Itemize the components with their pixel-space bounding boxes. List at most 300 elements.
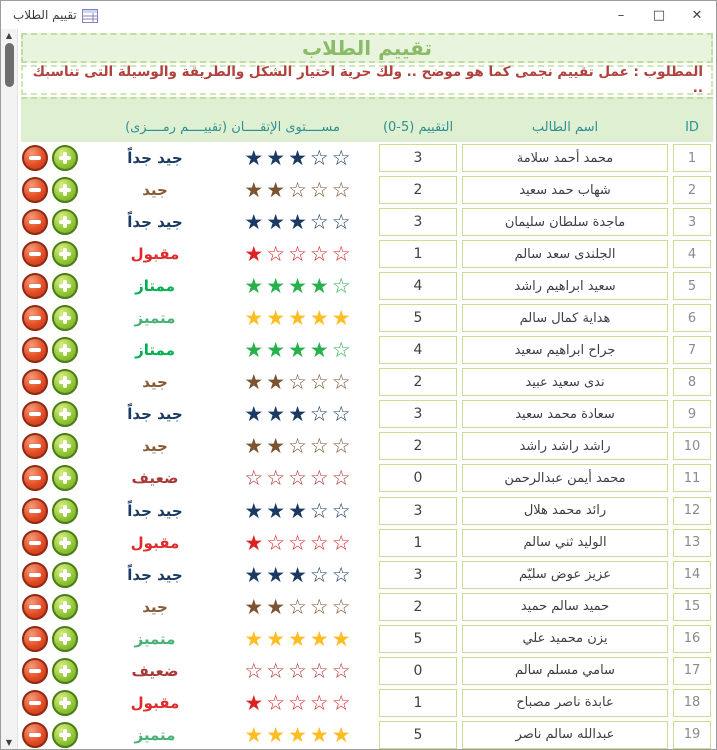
student-name-field[interactable] bbox=[462, 304, 668, 332]
increase-rating-button[interactable] bbox=[52, 369, 78, 395]
star-filled-icon: ★ bbox=[244, 530, 267, 555]
grade-label: جيد جداً bbox=[127, 149, 183, 168]
star-empty-icon: ☆ bbox=[309, 146, 332, 171]
decrease-rating-button[interactable] bbox=[22, 594, 48, 620]
decrease-rating-button[interactable] bbox=[22, 658, 48, 684]
rating-buttons bbox=[22, 433, 86, 459]
rating-buttons bbox=[22, 530, 86, 556]
column-headers bbox=[21, 97, 713, 142]
table-row bbox=[21, 334, 713, 366]
id-cell bbox=[673, 625, 711, 653]
increase-rating-button[interactable] bbox=[52, 594, 78, 620]
star-filled-icon: ★ bbox=[266, 178, 289, 203]
star-empty-icon: ☆ bbox=[309, 530, 332, 555]
grade-label: ممتاز bbox=[135, 341, 175, 360]
star-filled-icon: ★ bbox=[331, 722, 354, 747]
decrease-rating-button[interactable] bbox=[22, 690, 48, 716]
id-cell bbox=[673, 144, 711, 172]
star-empty-icon: ☆ bbox=[288, 370, 310, 395]
student-name: سعيد ابراهيم راشد bbox=[514, 278, 616, 294]
rating-field[interactable] bbox=[379, 657, 457, 685]
student-name-field[interactable] bbox=[462, 497, 668, 525]
star-empty-icon: ☆ bbox=[266, 658, 289, 683]
star-rating bbox=[224, 561, 374, 589]
id-value: 8 bbox=[687, 374, 697, 390]
decrease-rating-button[interactable] bbox=[22, 722, 48, 748]
increase-rating-button[interactable] bbox=[52, 241, 78, 267]
star-empty-icon: ☆ bbox=[309, 690, 332, 715]
star-filled-icon: ★ bbox=[244, 306, 267, 331]
rating-value: 4 bbox=[413, 342, 423, 359]
star-filled-icon: ★ bbox=[331, 306, 354, 331]
star-filled-icon: ★ bbox=[244, 402, 267, 427]
increase-rating-button[interactable] bbox=[52, 626, 78, 652]
grade-label: متميز bbox=[134, 725, 176, 744]
rating-value: 1 bbox=[413, 694, 423, 711]
star-filled-icon: ★ bbox=[244, 274, 267, 299]
grade-label: جيد جداً bbox=[127, 565, 183, 584]
table-row bbox=[21, 655, 713, 687]
student-name-field[interactable] bbox=[462, 240, 668, 268]
rating-value: 2 bbox=[413, 598, 423, 615]
id-cell bbox=[673, 657, 711, 685]
id-cell bbox=[673, 304, 711, 332]
id-value: 19 bbox=[683, 727, 701, 743]
rating-value: 5 bbox=[413, 630, 423, 647]
column-header-id: ID bbox=[685, 120, 699, 135]
column-header-rating: التقييم (5-0) bbox=[382, 120, 454, 135]
star-filled-icon: ★ bbox=[288, 338, 310, 363]
table-row bbox=[21, 559, 713, 591]
rating-value: 5 bbox=[413, 726, 423, 743]
rating-field[interactable] bbox=[379, 368, 457, 396]
student-name-field[interactable] bbox=[462, 144, 668, 172]
rating-buttons bbox=[22, 177, 86, 203]
rating-value: 0 bbox=[413, 470, 423, 487]
star-filled-icon: ★ bbox=[244, 626, 267, 651]
decrease-rating-button[interactable] bbox=[22, 337, 48, 363]
star-empty-icon: ☆ bbox=[309, 466, 332, 491]
rating-field[interactable] bbox=[379, 272, 457, 300]
scroll-up-icon[interactable]: ▲ bbox=[5, 31, 13, 40]
student-name: حميد سالم حميد bbox=[520, 599, 610, 615]
student-name-field[interactable] bbox=[462, 593, 668, 621]
star-empty-icon: ☆ bbox=[309, 658, 332, 683]
star-empty-icon: ☆ bbox=[331, 434, 354, 459]
star-filled-icon: ★ bbox=[288, 498, 310, 523]
star-rating bbox=[224, 368, 374, 396]
rating-field[interactable] bbox=[379, 464, 457, 492]
student-name: رائد محمد هلال bbox=[523, 503, 607, 519]
student-name: يزن محميد علي bbox=[522, 631, 608, 647]
increase-rating-button[interactable] bbox=[52, 530, 78, 556]
increase-rating-button[interactable] bbox=[52, 177, 78, 203]
star-empty-icon: ☆ bbox=[309, 498, 332, 523]
form-icon bbox=[82, 8, 98, 22]
rating-field[interactable] bbox=[379, 721, 457, 749]
id-cell bbox=[673, 336, 711, 364]
student-name-field[interactable] bbox=[462, 368, 668, 396]
star-empty-icon: ☆ bbox=[331, 402, 354, 427]
decrease-rating-button[interactable] bbox=[22, 145, 48, 171]
grade-label: جيد bbox=[142, 373, 168, 392]
id-value: 3 bbox=[687, 214, 697, 230]
increase-rating-button[interactable] bbox=[52, 145, 78, 171]
student-name: شهاب حمد سعيد bbox=[519, 182, 611, 198]
id-cell bbox=[673, 497, 711, 525]
rating-buttons bbox=[22, 369, 86, 395]
rating-field[interactable] bbox=[379, 176, 457, 204]
decrease-rating-button[interactable] bbox=[22, 305, 48, 331]
rating-value: 3 bbox=[413, 150, 423, 167]
star-empty-icon: ☆ bbox=[331, 338, 354, 363]
rating-value: 4 bbox=[413, 278, 423, 295]
star-filled-icon: ★ bbox=[244, 370, 267, 395]
star-rating bbox=[224, 272, 374, 300]
star-empty-icon: ☆ bbox=[331, 178, 354, 203]
star-filled-icon: ★ bbox=[266, 338, 289, 363]
table-row bbox=[21, 462, 713, 494]
star-filled-icon: ★ bbox=[266, 594, 289, 619]
id-cell bbox=[673, 529, 711, 557]
student-name: الجلندى سعد سالم bbox=[514, 246, 616, 262]
rating-value: 3 bbox=[413, 214, 423, 231]
star-empty-icon: ☆ bbox=[288, 434, 310, 459]
grade-label: ممتاز bbox=[135, 277, 175, 296]
grade-label: جيد bbox=[142, 181, 168, 200]
id-cell bbox=[673, 272, 711, 300]
star-empty-icon: ☆ bbox=[244, 658, 267, 683]
student-name-field[interactable] bbox=[462, 400, 668, 428]
rating-buttons bbox=[22, 722, 86, 748]
id-value: 6 bbox=[687, 310, 697, 326]
student-name: ندى سعيد عبيد bbox=[525, 374, 605, 390]
decrease-rating-button[interactable] bbox=[22, 209, 48, 235]
star-empty-icon: ☆ bbox=[331, 146, 354, 171]
star-rating bbox=[224, 721, 374, 749]
student-name: راشد راشد راشد bbox=[519, 438, 611, 454]
star-filled-icon: ★ bbox=[266, 402, 289, 427]
star-rating bbox=[224, 240, 374, 268]
grade-label: مقبول bbox=[130, 245, 180, 264]
rating-field[interactable] bbox=[379, 497, 457, 525]
star-filled-icon: ★ bbox=[244, 690, 267, 715]
star-rating bbox=[224, 689, 374, 717]
increase-rating-button[interactable] bbox=[52, 337, 78, 363]
rating-field[interactable] bbox=[379, 336, 457, 364]
grade-label: ضعيف bbox=[131, 661, 179, 680]
increase-rating-button[interactable] bbox=[52, 305, 78, 331]
star-filled-icon: ★ bbox=[266, 274, 289, 299]
rating-buttons bbox=[22, 337, 86, 363]
grade-label: جيد جداً bbox=[127, 501, 183, 520]
decrease-rating-button[interactable] bbox=[22, 626, 48, 652]
star-empty-icon: ☆ bbox=[309, 242, 332, 267]
id-value: 18 bbox=[683, 695, 701, 711]
star-empty-icon: ☆ bbox=[331, 658, 354, 683]
star-filled-icon: ★ bbox=[266, 626, 289, 651]
decrease-rating-button[interactable] bbox=[22, 433, 48, 459]
student-name-field[interactable] bbox=[462, 529, 668, 557]
table-row bbox=[21, 495, 713, 527]
star-empty-icon: ☆ bbox=[309, 594, 332, 619]
id-cell bbox=[673, 593, 711, 621]
id-value: 2 bbox=[687, 182, 697, 198]
star-filled-icon: ★ bbox=[244, 722, 267, 747]
star-empty-icon: ☆ bbox=[331, 466, 354, 491]
rating-value: 2 bbox=[413, 438, 423, 455]
increase-rating-button[interactable] bbox=[52, 658, 78, 684]
student-name: عابدة ناصر مصباح bbox=[516, 695, 614, 711]
decrease-rating-button[interactable] bbox=[22, 465, 48, 491]
star-filled-icon: ★ bbox=[309, 722, 332, 747]
star-empty-icon: ☆ bbox=[331, 690, 354, 715]
student-name-field[interactable] bbox=[462, 721, 668, 749]
star-empty-icon: ☆ bbox=[266, 242, 289, 267]
rating-value: 2 bbox=[413, 182, 423, 199]
student-name: هداية كمال سالم bbox=[519, 310, 611, 326]
rating-value: 5 bbox=[413, 310, 423, 327]
maximize-button[interactable]: □ bbox=[652, 7, 666, 23]
star-filled-icon: ★ bbox=[331, 626, 354, 651]
star-empty-icon: ☆ bbox=[288, 178, 310, 203]
id-value: 12 bbox=[683, 503, 701, 519]
rating-field[interactable] bbox=[379, 561, 457, 589]
id-value: 16 bbox=[683, 631, 701, 647]
star-filled-icon: ★ bbox=[244, 242, 267, 267]
increase-rating-button[interactable] bbox=[52, 562, 78, 588]
minimize-button[interactable]: – bbox=[617, 7, 625, 23]
star-empty-icon: ☆ bbox=[288, 466, 310, 491]
rating-value: 3 bbox=[413, 406, 423, 423]
increase-rating-button[interactable] bbox=[52, 433, 78, 459]
student-name-field[interactable] bbox=[462, 336, 668, 364]
rating-value: 3 bbox=[413, 566, 423, 583]
id-cell bbox=[673, 400, 711, 428]
student-name: الوليد ثني سالم bbox=[523, 535, 607, 551]
table-row bbox=[21, 238, 713, 270]
rating-value: 2 bbox=[413, 374, 423, 391]
star-rating bbox=[224, 144, 374, 172]
star-empty-icon: ☆ bbox=[331, 370, 354, 395]
decrease-rating-button[interactable] bbox=[22, 401, 48, 427]
records-list bbox=[21, 142, 713, 750]
grade-label: مقبول bbox=[130, 693, 180, 712]
grade-label: جيد bbox=[142, 437, 168, 456]
star-rating bbox=[224, 529, 374, 557]
star-empty-icon: ☆ bbox=[288, 530, 310, 555]
column-header-level: مســــتوى الإتقــــان (تقييــــم رمــــزى) bbox=[125, 120, 340, 135]
star-filled-icon: ★ bbox=[288, 562, 310, 587]
id-cell bbox=[673, 721, 711, 749]
id-cell bbox=[673, 208, 711, 236]
rating-field[interactable] bbox=[379, 400, 457, 428]
increase-rating-button[interactable] bbox=[52, 498, 78, 524]
student-name-field[interactable] bbox=[462, 272, 668, 300]
form-content bbox=[18, 29, 716, 749]
id-cell bbox=[673, 464, 711, 492]
star-rating bbox=[224, 497, 374, 525]
star-rating bbox=[224, 593, 374, 621]
table-row bbox=[21, 302, 713, 334]
star-filled-icon: ★ bbox=[266, 498, 289, 523]
student-name-field[interactable] bbox=[462, 208, 668, 236]
student-name: محمد أيمن عبدالرحمن bbox=[504, 470, 626, 486]
star-filled-icon: ★ bbox=[288, 402, 310, 427]
id-value: 7 bbox=[687, 342, 697, 358]
student-name-field[interactable] bbox=[462, 464, 668, 492]
student-name: سامي مسلم سالم bbox=[515, 663, 615, 679]
star-filled-icon: ★ bbox=[288, 274, 310, 299]
star-empty-icon: ☆ bbox=[288, 658, 310, 683]
scroll-down-icon[interactable]: ▼ bbox=[5, 738, 13, 747]
form-header-title: تقييم الطلاب bbox=[21, 33, 713, 63]
star-filled-icon: ★ bbox=[309, 306, 332, 331]
star-empty-icon: ☆ bbox=[309, 370, 332, 395]
id-value: 17 bbox=[683, 663, 701, 679]
star-filled-icon: ★ bbox=[244, 178, 267, 203]
rating-field[interactable] bbox=[379, 144, 457, 172]
increase-rating-button[interactable] bbox=[52, 722, 78, 748]
star-filled-icon: ★ bbox=[244, 594, 267, 619]
id-value: 1 bbox=[687, 150, 697, 166]
rating-buttons bbox=[22, 241, 86, 267]
star-filled-icon: ★ bbox=[266, 370, 289, 395]
title-group bbox=[1, 8, 98, 22]
id-cell bbox=[673, 176, 711, 204]
id-value: 4 bbox=[687, 246, 697, 262]
star-empty-icon: ☆ bbox=[288, 242, 310, 267]
star-filled-icon: ★ bbox=[244, 210, 267, 235]
increase-rating-button[interactable] bbox=[52, 273, 78, 299]
student-name-field[interactable] bbox=[462, 689, 668, 717]
grade-label: جيد جداً bbox=[127, 405, 183, 424]
decrease-rating-button[interactable] bbox=[22, 369, 48, 395]
grade-label: جيد جداً bbox=[127, 213, 183, 232]
table-row bbox=[21, 206, 713, 238]
grade-label: مقبول bbox=[130, 533, 180, 552]
id-value: 10 bbox=[683, 438, 701, 454]
rating-field[interactable] bbox=[379, 593, 457, 621]
table-row bbox=[21, 398, 713, 430]
star-filled-icon: ★ bbox=[288, 210, 310, 235]
rating-buttons bbox=[22, 145, 86, 171]
student-name: جراح ابراهيم سعيد bbox=[514, 342, 616, 358]
column-header-name: اسم الطالب bbox=[531, 120, 599, 135]
star-rating bbox=[224, 336, 374, 364]
form-body bbox=[1, 29, 716, 749]
star-empty-icon: ☆ bbox=[309, 210, 332, 235]
increase-rating-button[interactable] bbox=[52, 401, 78, 427]
rating-field[interactable] bbox=[379, 529, 457, 557]
star-filled-icon: ★ bbox=[244, 434, 267, 459]
decrease-rating-button[interactable] bbox=[22, 530, 48, 556]
star-filled-icon: ★ bbox=[288, 306, 310, 331]
rating-buttons bbox=[22, 690, 86, 716]
rating-field[interactable] bbox=[379, 625, 457, 653]
rating-field[interactable] bbox=[379, 240, 457, 268]
rating-buttons bbox=[22, 594, 86, 620]
close-button[interactable]: ✕ bbox=[691, 7, 703, 23]
vertical-scrollbar[interactable] bbox=[1, 29, 18, 749]
window-controls bbox=[602, 1, 716, 29]
student-name-field[interactable] bbox=[462, 561, 668, 589]
increase-rating-button[interactable] bbox=[52, 209, 78, 235]
grade-label: جيد bbox=[142, 597, 168, 616]
student-name: عبدالله سالم ناصر bbox=[515, 727, 615, 743]
star-empty-icon: ☆ bbox=[331, 274, 354, 299]
star-filled-icon: ★ bbox=[244, 338, 267, 363]
decrease-rating-button[interactable] bbox=[22, 241, 48, 267]
grade-label: ضعيف bbox=[131, 469, 179, 488]
student-name-field[interactable] bbox=[462, 625, 668, 653]
id-cell bbox=[673, 689, 711, 717]
student-name-field[interactable] bbox=[462, 176, 668, 204]
rating-field[interactable] bbox=[379, 208, 457, 236]
star-empty-icon: ☆ bbox=[331, 594, 354, 619]
grade-label: متميز bbox=[134, 309, 176, 328]
rating-field[interactable] bbox=[379, 689, 457, 717]
student-name-field[interactable] bbox=[462, 432, 668, 460]
star-rating bbox=[224, 304, 374, 332]
rating-value: 1 bbox=[413, 534, 423, 551]
table-row bbox=[21, 430, 713, 462]
table-row bbox=[21, 719, 713, 750]
decrease-rating-button[interactable] bbox=[22, 498, 48, 524]
star-rating bbox=[224, 464, 374, 492]
star-empty-icon: ☆ bbox=[309, 402, 332, 427]
id-cell bbox=[673, 432, 711, 460]
rating-buttons bbox=[22, 626, 86, 652]
star-empty-icon: ☆ bbox=[331, 530, 354, 555]
decrease-rating-button[interactable] bbox=[22, 177, 48, 203]
decrease-rating-button[interactable] bbox=[22, 562, 48, 588]
table-row bbox=[21, 142, 713, 174]
student-name: محمد أحمد سلامة bbox=[516, 150, 614, 166]
increase-rating-button[interactable] bbox=[52, 465, 78, 491]
star-empty-icon: ☆ bbox=[331, 498, 354, 523]
star-empty-icon: ☆ bbox=[288, 690, 310, 715]
student-name-field[interactable] bbox=[462, 657, 668, 685]
id-value: 11 bbox=[683, 470, 701, 486]
increase-rating-button[interactable] bbox=[52, 690, 78, 716]
student-name: سعادة محمد سعيد bbox=[515, 406, 615, 422]
rating-buttons bbox=[22, 465, 86, 491]
star-empty-icon: ☆ bbox=[266, 690, 289, 715]
rating-field[interactable] bbox=[379, 432, 457, 460]
star-rating bbox=[224, 657, 374, 685]
star-empty-icon: ☆ bbox=[331, 210, 354, 235]
instruction-note: المطلوب : عمل تقييم نجمى كما هو موضح .. ولك حرية اختيار الشكل والطريقة والوسيلة التى تناسبك .. bbox=[21, 65, 713, 95]
star-rating bbox=[224, 208, 374, 236]
student-name: عزيز عوض سليّم bbox=[519, 567, 611, 583]
scrollbar-thumb[interactable] bbox=[5, 43, 14, 87]
rating-buttons bbox=[22, 209, 86, 235]
title-bar bbox=[1, 1, 716, 29]
rating-value: 0 bbox=[413, 662, 423, 679]
table-row bbox=[21, 527, 713, 559]
star-filled-icon: ★ bbox=[266, 722, 289, 747]
star-rating bbox=[224, 176, 374, 204]
id-value: 15 bbox=[683, 599, 701, 615]
star-filled-icon: ★ bbox=[309, 626, 332, 651]
table-row bbox=[21, 687, 713, 719]
rating-field[interactable] bbox=[379, 304, 457, 332]
star-empty-icon: ☆ bbox=[288, 594, 310, 619]
star-empty-icon: ☆ bbox=[244, 466, 267, 491]
id-value: 14 bbox=[683, 567, 701, 583]
decrease-rating-button[interactable] bbox=[22, 273, 48, 299]
